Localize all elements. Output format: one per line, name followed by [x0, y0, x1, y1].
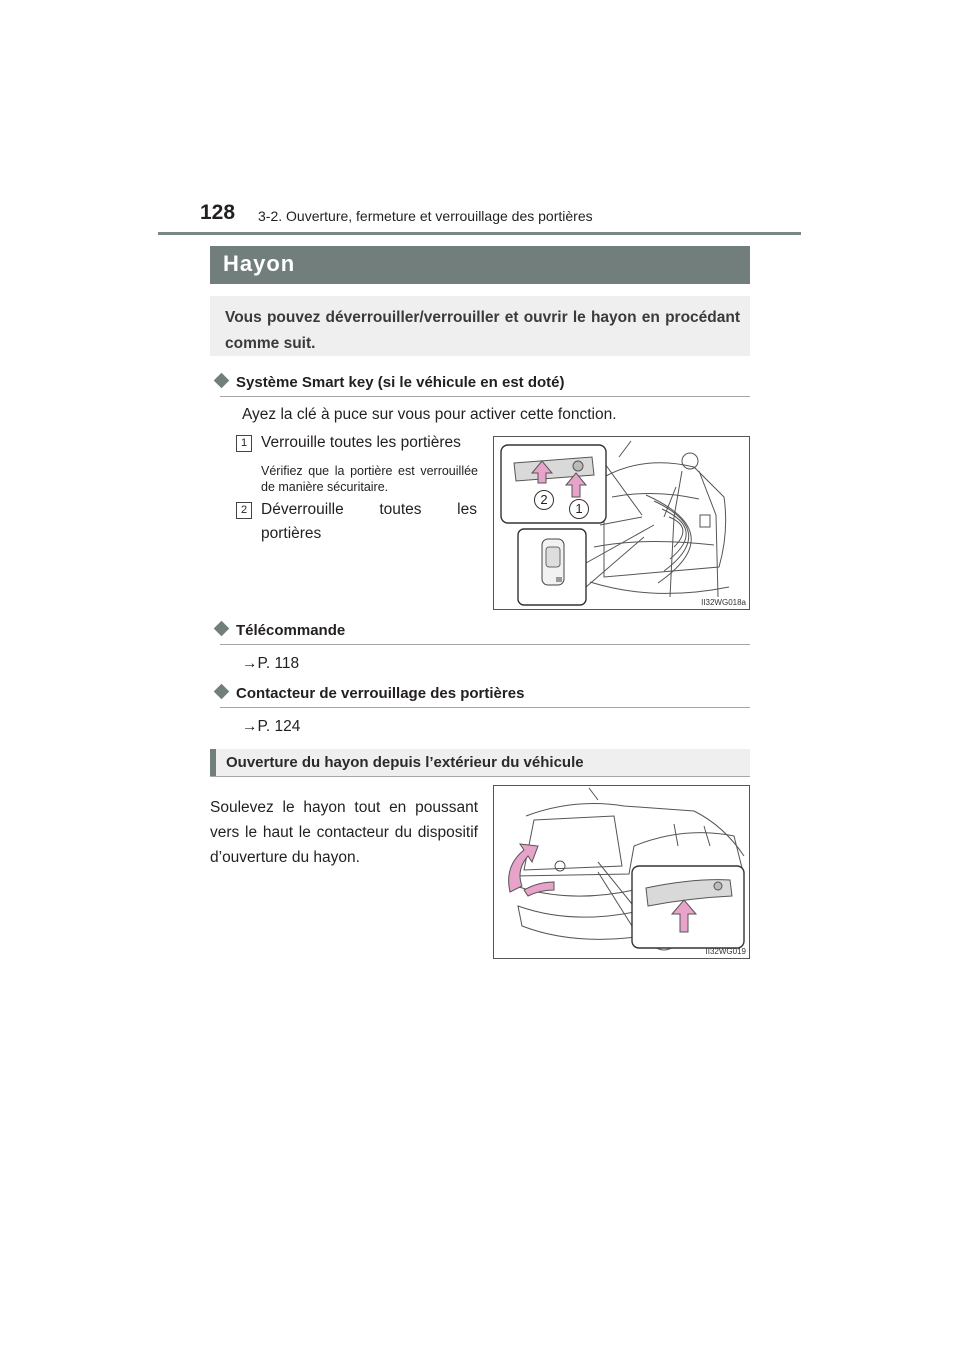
diamond-icon [214, 621, 230, 637]
subheading-lock-switch: Contacteur de verrouillage des portières [212, 685, 524, 702]
diamond-icon [214, 684, 230, 700]
section-rule [210, 776, 750, 777]
figure-code: II32WG018a [701, 598, 746, 607]
intro-text: Vous pouvez déverrouiller/verrouiller et ouvrir le hayon en procédant comme suit. [225, 309, 740, 352]
subheading-rule [220, 396, 750, 397]
header-rule [158, 232, 801, 235]
item-label-lock: Verrouille toutes les portières [261, 434, 461, 451]
figure-code: II32WG019 [705, 947, 746, 956]
subheading-remote: Télécommande [212, 622, 345, 639]
lock-switch-reference-link[interactable]: →P. 124 [242, 718, 301, 735]
page-number: 128 [200, 201, 236, 224]
subheading-rule [220, 707, 750, 708]
subheading-rule [220, 644, 750, 645]
section-title-bar [210, 246, 750, 284]
item-note-lock: Vérifiez que la portière est verrouillée de manière sécuritaire. [261, 464, 478, 494]
smart-key-text: Ayez la clé à puce sur vous pour activer cette fonction. [242, 406, 617, 423]
remote-reference-link[interactable]: →P. 118 [242, 655, 300, 672]
item-number-badge: 2 [236, 502, 252, 519]
diamond-icon [214, 373, 230, 389]
opening-text: Soulevez le hayon tout en poussant vers le haut le contacteur du dispositif d’ouverture du hayon. [210, 799, 478, 866]
subheading-smart-key: Système Smart key (si le véhicule en est doté) [212, 374, 564, 391]
item-number-badge: 1 [236, 435, 252, 452]
smart-key-illustration [494, 437, 749, 609]
figure-smart-key [493, 436, 750, 610]
intro-box [210, 296, 750, 356]
item-label-unlock: Déverrouille toutes les portières [261, 501, 477, 542]
callout-2: 2 [534, 490, 554, 510]
opening-section-box [210, 749, 750, 776]
tailgate-illustration [494, 786, 749, 958]
figure-tailgate-opening [493, 785, 750, 959]
chapter-heading: 3-2. Ouverture, fermeture et verrouillage des portières [258, 208, 593, 224]
callout-1: 1 [569, 499, 589, 519]
section-title: Hayon [223, 251, 296, 276]
opening-heading: Ouverture du hayon depuis l’extérieur du véhicule [226, 754, 584, 771]
